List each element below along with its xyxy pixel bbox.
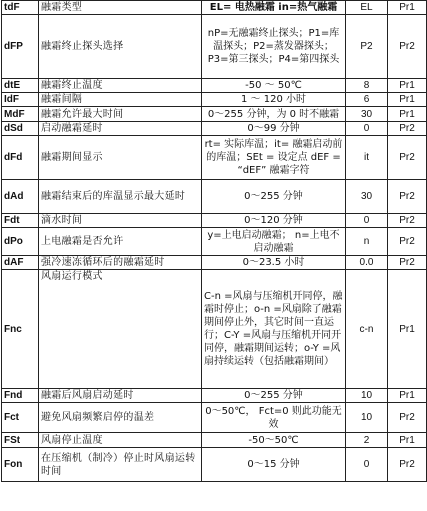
parameter-table: [1, 0, 427, 482]
param-default: 6: [346, 93, 388, 107]
param-range: 0～255 分钟: [202, 389, 346, 403]
table-row: [2, 256, 427, 270]
param-level: Pr1: [388, 79, 427, 93]
param-level: Pr1: [388, 1, 427, 15]
param-level: Pr2: [388, 180, 427, 214]
param-code: dFP: [2, 15, 39, 79]
param-range: -50～50℃: [202, 433, 346, 448]
table-row: [2, 270, 427, 389]
table-row: [2, 107, 427, 122]
table-row: [2, 136, 427, 180]
param-code: dtE: [2, 79, 39, 93]
param-level: Pr2: [388, 15, 427, 79]
param-range: rt= 实际库温；it= 融霜启动前的库温；SEt = 设定点 dEF = “dEF” 融霜字符: [202, 136, 346, 180]
table-row: [2, 448, 427, 482]
param-code: dSd: [2, 122, 39, 136]
param-range: 0～255 分钟，为 0 时不融霜: [202, 107, 346, 122]
param-default: n: [346, 228, 388, 256]
param-default: EL: [346, 1, 388, 15]
param-code: Fdt: [2, 214, 39, 228]
param-range: y=上电启动融霜； n=上电不启动融霜: [202, 228, 346, 256]
param-level: Pr2: [388, 403, 427, 433]
param-level: Pr1: [388, 107, 427, 122]
table-row: [2, 15, 427, 79]
param-range: 0～23.5 小时: [202, 256, 346, 270]
param-level: Pr1: [388, 389, 427, 403]
param-default: 2: [346, 433, 388, 448]
table-row: [2, 1, 427, 15]
param-description: 启动融霜延时: [39, 122, 202, 136]
param-default: 0.0: [346, 256, 388, 270]
param-default: 8: [346, 79, 388, 93]
param-code: dFd: [2, 136, 39, 180]
param-default: P2: [346, 15, 388, 79]
param-code: IdF: [2, 93, 39, 107]
param-code: tdF: [2, 1, 39, 15]
param-level: Pr1: [388, 93, 427, 107]
param-level: Pr2: [388, 214, 427, 228]
table-row: [2, 122, 427, 136]
param-description: 融霜期间显示: [39, 136, 202, 180]
table-row: [2, 228, 427, 256]
param-level: Pr1: [388, 270, 427, 389]
param-range: 0～50℃， Fct=0 则此功能无效: [202, 403, 346, 433]
param-code: dAd: [2, 180, 39, 214]
param-code: MdF: [2, 107, 39, 122]
param-description: 上电融霜是否允许: [39, 228, 202, 256]
param-code: Fnc: [2, 270, 39, 389]
table-row: [2, 180, 427, 214]
param-code: Fnd: [2, 389, 39, 403]
table-row: [2, 433, 427, 448]
param-description: 融霜后风扇启动延时: [39, 389, 202, 403]
param-code: Fon: [2, 448, 39, 482]
param-default: 30: [346, 107, 388, 122]
param-range: nP=无融霜终止探头；P1=库温探头；P2=蒸发器探头；P3=第三探头；P4=第四探头: [202, 15, 346, 79]
param-level: Pr2: [388, 228, 427, 256]
param-level: Pr2: [388, 122, 427, 136]
param-description: 在压缩机（制冷）停止时风扇运转时间: [39, 448, 202, 482]
param-level: Pr1: [388, 433, 427, 448]
param-description: 融霜间隔: [39, 93, 202, 107]
table-row: [2, 79, 427, 93]
param-default: 0: [346, 448, 388, 482]
param-description: 滴水时间: [39, 214, 202, 228]
param-default: 0: [346, 122, 388, 136]
param-default: 30: [346, 180, 388, 214]
param-range: 0～255 分钟: [202, 180, 346, 214]
param-default: c-n: [346, 270, 388, 389]
table-row: [2, 403, 427, 433]
table-row: [2, 389, 427, 403]
param-level: Pr2: [388, 136, 427, 180]
param-description: 融霜结束后的库温显示最大延时: [39, 180, 202, 214]
param-code: dPo: [2, 228, 39, 256]
param-description: 强冷速冻循环后的融霜延时: [39, 256, 202, 270]
table-row: [2, 93, 427, 107]
param-range: EL= 电热融霜 in=热气融霜: [202, 1, 346, 15]
param-range: C-n =风扇与压缩机开同停，融霜时停止；o-n =风扇除了融霜期间停止外，其它时间一直运行；C-Y =风扇与压缩机开同开同停，融霜期间运转；o-Y =风扇持续运转（包括融霜期间）: [202, 270, 346, 389]
param-default: 0: [346, 214, 388, 228]
table-row: [2, 214, 427, 228]
param-range: 1 ～ 120 小时: [202, 93, 346, 107]
param-description: 融霜终止探头选择: [39, 15, 202, 79]
param-range: -50 ～ 50℃: [202, 79, 346, 93]
param-description: 融霜终止温度: [39, 79, 202, 93]
param-range: 0～120 分钟: [202, 214, 346, 228]
param-code: dAF: [2, 256, 39, 270]
param-level: Pr2: [388, 448, 427, 482]
param-code: Fct: [2, 403, 39, 433]
param-description: 避免风扇频繁启停的温差: [39, 403, 202, 433]
param-range: 0～15 分钟: [202, 448, 346, 482]
param-default: 10: [346, 389, 388, 403]
param-code: FSt: [2, 433, 39, 448]
param-description: 风扇运行模式: [39, 270, 202, 389]
param-default: it: [346, 136, 388, 180]
param-description: 融霜允许最大时间: [39, 107, 202, 122]
param-description: 融霜类型: [39, 1, 202, 15]
param-level: Pr2: [388, 256, 427, 270]
param-default: 10: [346, 403, 388, 433]
param-range: 0～99 分钟: [202, 122, 346, 136]
param-description: 风扇停止温度: [39, 433, 202, 448]
